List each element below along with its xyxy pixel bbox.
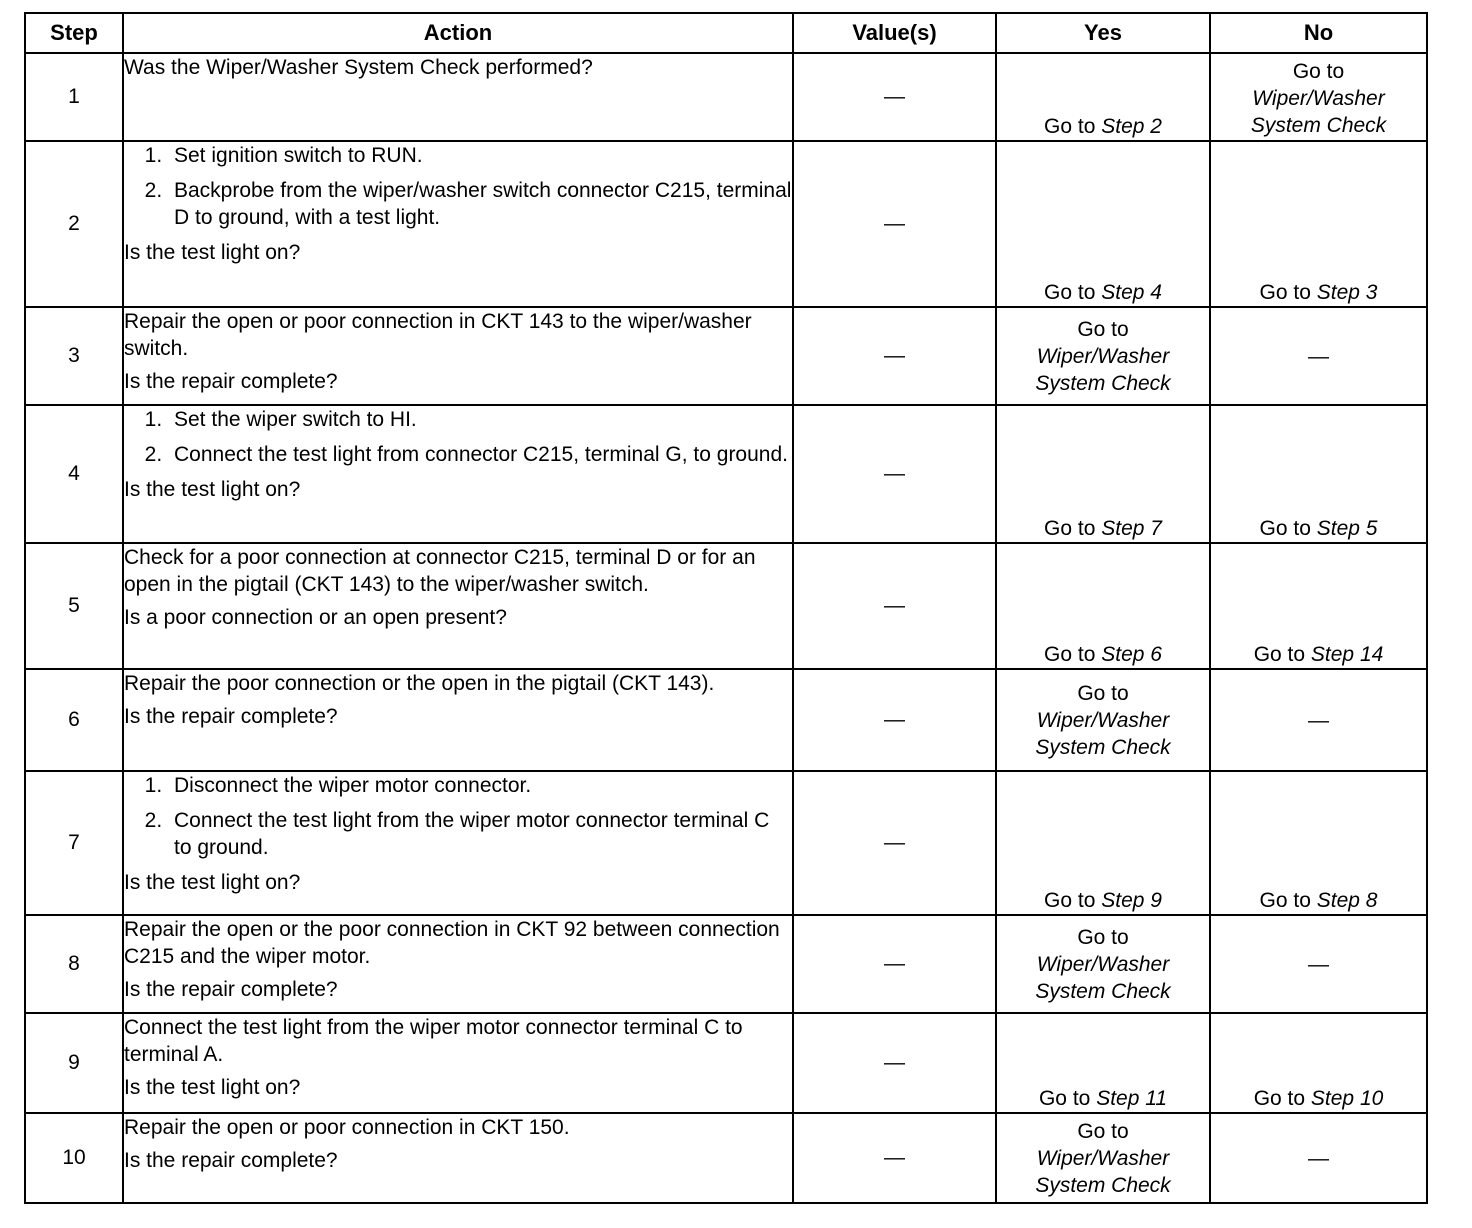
table-row	[25, 405, 1427, 543]
goto-prefix: Go to	[1077, 925, 1129, 949]
action-question: Is the test light on?	[124, 1076, 301, 1099]
yes-cell	[996, 405, 1210, 543]
goto-prefix: Go to	[1038, 1087, 1091, 1110]
goto-prefix: Go to	[1077, 681, 1129, 705]
action-cell	[123, 405, 793, 543]
header-action: Action	[123, 13, 793, 53]
header-yes: Yes	[996, 13, 1210, 53]
goto-prefix: Go to	[1077, 1119, 1129, 1143]
step-number: 8	[25, 915, 123, 1013]
no-cell	[1210, 141, 1427, 307]
action-question: Is the repair complete?	[124, 370, 338, 393]
header-no: No	[1210, 13, 1427, 53]
value-cell: —	[793, 1013, 996, 1113]
goto-prefix: Go to	[1259, 517, 1311, 540]
goto-prefix: Go to	[1044, 517, 1096, 540]
goto-prefix: —	[1308, 708, 1329, 732]
action-question: Is the repair complete?	[124, 1149, 338, 1172]
no-cell	[1210, 771, 1427, 915]
goto-prefix: Go to	[1253, 1087, 1306, 1110]
no-cell	[1210, 1113, 1427, 1203]
action-question: Is the test light on?	[124, 478, 301, 501]
action-steps-list	[124, 772, 792, 861]
goto-prefix: —	[1308, 1146, 1329, 1170]
action-steps-list	[124, 406, 792, 468]
action-cell	[123, 1013, 793, 1113]
action-step-item: 1. Set the wiper switch to HI.	[168, 406, 792, 433]
goto-prefix: Go to	[1259, 281, 1311, 304]
goto-target-link[interactable]: Step 2	[1101, 115, 1162, 138]
value-cell: —	[793, 669, 996, 771]
yes-cell	[996, 1013, 1210, 1113]
value-cell: —	[793, 1113, 996, 1203]
action-text: Repair the open or poor connection in CKT 150.	[124, 1116, 570, 1139]
no-cell	[1210, 53, 1427, 141]
goto-target-link[interactable]: Step 4	[1101, 281, 1162, 304]
value-cell: —	[793, 53, 996, 141]
goto-target-link[interactable]: Step 6	[1101, 643, 1162, 666]
action-step-item: 1. Set ignition switch to RUN.	[168, 142, 792, 169]
step-number: 3	[25, 307, 123, 405]
goto-prefix: Go to	[1253, 643, 1306, 666]
action-question: Is a poor connection or an open present?	[124, 606, 507, 629]
yes-cell	[996, 771, 1210, 915]
goto-prefix: Go to	[1044, 115, 1096, 138]
goto-target-link[interactable]: Step 8	[1316, 889, 1378, 912]
no-cell	[1210, 915, 1427, 1013]
no-cell	[1210, 669, 1427, 771]
action-text: Repair the open or poor connection in CKT 143 to the wiper/washer switch.	[124, 310, 752, 360]
action-text: Check for a poor connection at connector C215, terminal D or for an open in the pigtail (CKT 143) to the wiper/washer switch.	[124, 546, 756, 596]
goto-target-link[interactable]: Step 9	[1101, 889, 1162, 912]
step-number: 6	[25, 669, 123, 771]
step-number: 5	[25, 543, 123, 669]
table-row	[25, 1013, 1427, 1113]
goto-prefix: —	[1308, 952, 1329, 976]
table-row	[25, 53, 1427, 141]
action-text: Connect the test light from the wiper motor connector terminal C to terminal A.	[124, 1016, 743, 1066]
action-cell	[123, 543, 793, 669]
step-number: 10	[25, 1113, 123, 1203]
value-cell: —	[793, 771, 996, 915]
yes-cell	[996, 669, 1210, 771]
action-question: Is the test light on?	[124, 871, 301, 894]
goto-target-link[interactable]: Step 5	[1316, 517, 1378, 540]
action-text: Was the Wiper/Washer System Check performed?	[124, 56, 593, 79]
step-number: 2	[25, 141, 123, 307]
yes-cell	[996, 307, 1210, 405]
action-cell	[123, 141, 793, 307]
goto-target-link[interactable]: Step 11	[1096, 1087, 1168, 1110]
action-cell	[123, 53, 793, 141]
goto-target-link[interactable]: Step 3	[1316, 281, 1378, 304]
action-text: Repair the poor connection or the open in the pigtail (CKT 143).	[124, 672, 715, 695]
goto-target-link[interactable]: Wiper/Washer System Check	[1035, 708, 1171, 759]
action-question: Is the repair complete?	[124, 978, 338, 1001]
step-number: 4	[25, 405, 123, 543]
goto-target-link[interactable]: Wiper/Washer System Check	[1035, 344, 1171, 395]
no-cell	[1210, 1013, 1427, 1113]
yes-cell	[996, 53, 1210, 141]
no-cell	[1210, 307, 1427, 405]
header-values: Value(s)	[793, 13, 996, 53]
action-step-item: 2. Connect the test light from connector C215, terminal G, to ground.	[168, 441, 792, 468]
goto-prefix: Go to	[1044, 889, 1096, 912]
goto-prefix: Go to	[1077, 317, 1129, 341]
value-cell: —	[793, 307, 996, 405]
action-step-item: 1. Disconnect the wiper motor connector.	[168, 772, 792, 799]
goto-target-link[interactable]: Step 14	[1310, 643, 1384, 666]
action-step-item: 2. Backprobe from the wiper/washer switch connector C215, terminal D to ground, with a test light.	[168, 177, 792, 231]
table-row	[25, 915, 1427, 1013]
goto-prefix: —	[1308, 344, 1329, 368]
table-row	[25, 1113, 1427, 1203]
yes-cell	[996, 915, 1210, 1013]
action-text: Repair the open or the poor connection in CKT 92 between connection C215 and the wiper motor.	[124, 918, 780, 968]
action-steps-list	[124, 142, 792, 231]
step-number: 9	[25, 1013, 123, 1113]
action-cell	[123, 771, 793, 915]
yes-cell	[996, 543, 1210, 669]
goto-prefix: Go to	[1259, 889, 1311, 912]
action-question: Is the test light on?	[124, 241, 301, 264]
step-number: 7	[25, 771, 123, 915]
value-cell: —	[793, 915, 996, 1013]
header-row	[25, 13, 1427, 53]
action-step-item: 2. Connect the test light from the wiper motor connector terminal C to ground.	[168, 807, 792, 861]
goto-target-link[interactable]: Step 10	[1310, 1087, 1384, 1110]
yes-cell	[996, 1113, 1210, 1203]
header-step: Step	[25, 13, 123, 53]
action-cell	[123, 915, 793, 1013]
table-row	[25, 141, 1427, 307]
goto-target-link[interactable]: Step 7	[1101, 517, 1162, 540]
no-cell	[1210, 405, 1427, 543]
action-question: Is the repair complete?	[124, 705, 338, 728]
goto-target-link[interactable]: Wiper/Washer System Check	[1035, 1146, 1171, 1197]
no-cell	[1210, 543, 1427, 669]
action-cell	[123, 307, 793, 405]
table-row	[25, 543, 1427, 669]
goto-prefix: Go to	[1044, 281, 1096, 304]
step-number: 1	[25, 53, 123, 141]
goto-prefix: Go to	[1044, 643, 1096, 666]
value-cell: —	[793, 141, 996, 307]
action-cell	[123, 1113, 793, 1203]
action-cell	[123, 669, 793, 771]
table-row	[25, 771, 1427, 915]
value-cell: —	[793, 543, 996, 669]
table-body	[25, 53, 1427, 1203]
table-row	[25, 307, 1427, 405]
diagnostic-table	[24, 12, 1428, 1204]
table-row	[25, 669, 1427, 771]
goto-prefix: Go to	[1292, 60, 1345, 83]
goto-target-link[interactable]: Wiper/Washer System Check	[1250, 87, 1387, 137]
goto-target-link[interactable]: Wiper/Washer System Check	[1035, 952, 1171, 1003]
yes-cell	[996, 141, 1210, 307]
value-cell: —	[793, 405, 996, 543]
